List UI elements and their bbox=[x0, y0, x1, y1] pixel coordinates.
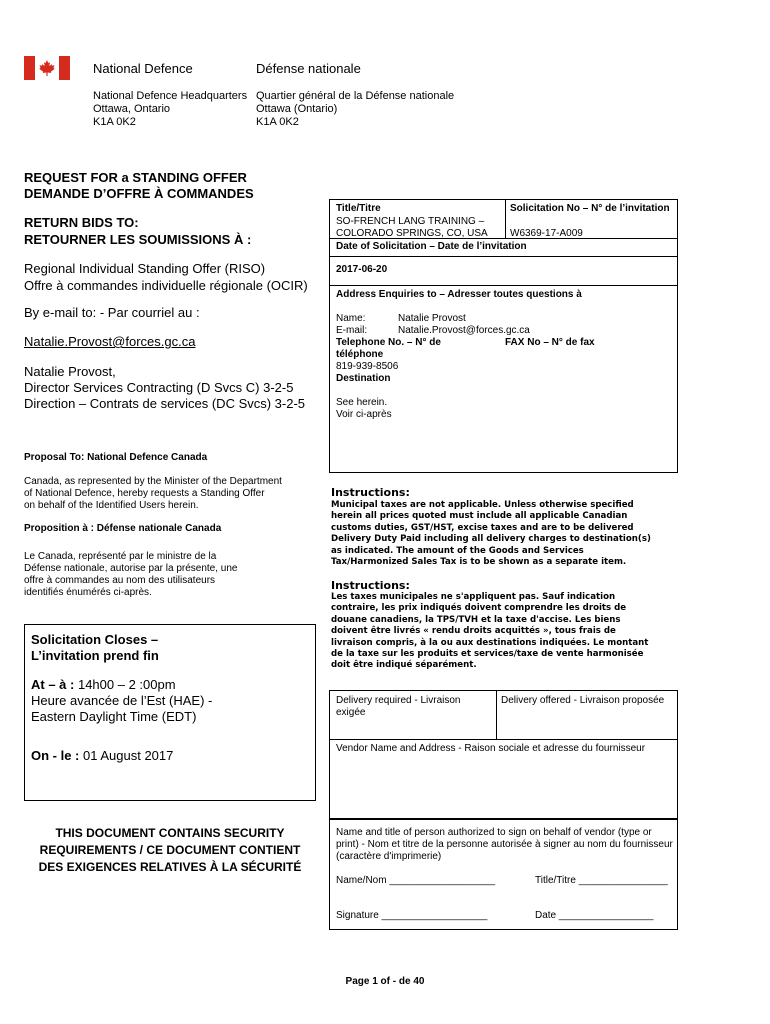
page-number: Page 1 of - de 40 bbox=[345, 976, 425, 987]
instruction-line: de la taxe sur les produits et services/taxe de vente harmonisée bbox=[331, 649, 644, 660]
telephone-label bbox=[336, 337, 441, 361]
telephone-value: 819-939-8506 bbox=[336, 361, 399, 372]
closes-heading-en: Solicitation Closes – bbox=[31, 632, 159, 647]
director-fr: Direction – Contrats de services (DC Svcs) 3-2-5 bbox=[24, 396, 306, 411]
divider bbox=[329, 739, 678, 740]
instruction-line: Municipal taxes are not applicable. Unless otherwise specified bbox=[331, 500, 634, 510]
signature-field[interactable]: Signature ___________________ bbox=[336, 910, 488, 921]
dept-name-fr: Défense nationale bbox=[256, 61, 361, 76]
proposal-line: Le Canada, représenté par le ministre de la bbox=[24, 551, 217, 562]
destination-label: Destination bbox=[336, 373, 391, 384]
return-bids-heading bbox=[24, 214, 251, 248]
proposal-heading-fr: Proposition à : Défense nationale Canada bbox=[24, 523, 222, 534]
date-value: 2017-06-20 bbox=[336, 264, 388, 275]
on-value: 01 August 2017 bbox=[83, 748, 174, 763]
signing-label bbox=[336, 827, 673, 863]
delivery-required-field[interactable] bbox=[336, 695, 461, 719]
instruction-line: as indicated. The amount of the Goods and Services bbox=[331, 545, 584, 556]
riso-fr: Offre à commandes individuelle régionale (OCIR) bbox=[24, 278, 308, 293]
address-line: National Defence Headquarters bbox=[93, 90, 248, 102]
solicitation-no-label: Solicitation No – N° de l’invitation bbox=[510, 203, 670, 214]
instructions-heading-en: Instructions: bbox=[331, 486, 410, 499]
instructions-heading-fr: Instructions: bbox=[331, 579, 410, 592]
title-label: Title/Titre bbox=[336, 203, 381, 214]
instruction-line: Tax/Harmonized Sales Tax is to be shown as a separate item. bbox=[331, 557, 627, 568]
title-field[interactable]: Title/Titre ________________ bbox=[535, 875, 668, 886]
title-value-line: SO-FRENCH LANG TRAINING – bbox=[336, 216, 485, 227]
proposal-text-fr bbox=[24, 551, 237, 599]
divider bbox=[329, 285, 678, 286]
at-value: 14h00 – 2 :00pm bbox=[77, 677, 176, 692]
delivery-required-line: exigée bbox=[336, 707, 366, 718]
on-label: On - le : bbox=[31, 748, 83, 763]
proposal-line: Défense nationale, autorise par la présente, une bbox=[24, 563, 238, 574]
destination-line: See herein. bbox=[336, 397, 388, 408]
security-line: REQUIREMENTS / CE DOCUMENT CONTIENT bbox=[39, 843, 301, 857]
security-line: THIS DOCUMENT CONTAINS SECURITY bbox=[55, 826, 285, 840]
request-title-en: REQUEST FOR a STANDING OFFER bbox=[24, 170, 247, 185]
contact-email-label: E-mail: bbox=[336, 325, 368, 336]
at-label: At – à : bbox=[31, 677, 78, 692]
maple-leaf-icon bbox=[38, 59, 56, 77]
signing-label-line: Name and title of person authorized to sign on behalf of vendor (type or bbox=[336, 827, 652, 838]
contact-email-value[interactable]: Natalie.Provost@forces.gc.ca bbox=[398, 325, 530, 336]
title-value-line: COLORADO SPRINGS, CO, USA bbox=[336, 228, 488, 239]
proposal-heading-en: Proposal To: National Defence Canada bbox=[24, 452, 208, 463]
date-field[interactable]: Date _________________ bbox=[535, 910, 654, 921]
instructions-text-en bbox=[331, 500, 651, 568]
proposal-text-en bbox=[24, 476, 282, 512]
dept-name-en: National Defence bbox=[93, 61, 193, 76]
address-line: Ottawa (Ontario) bbox=[256, 103, 338, 115]
address-line: Ottawa, Ontario bbox=[93, 103, 171, 115]
instruction-line: livraison compris, à la ou aux destinations indiquées. Le montant bbox=[331, 637, 649, 648]
security-notice bbox=[24, 825, 316, 876]
instruction-line: contraire, les prix indiqués doivent comprendre les droits de bbox=[331, 603, 627, 614]
address-line: Quartier général de la Défense nationale bbox=[256, 90, 455, 102]
vendor-address-field[interactable]: Vendor Name and Address - Raison sociale et adresse du fournisseur bbox=[336, 743, 646, 754]
canada-flag-icon bbox=[24, 56, 70, 80]
security-line: DES EXIGENCES RELATIVES À LA SÉCURITÉ bbox=[38, 860, 302, 874]
return-bids-en: RETURN BIDS TO: bbox=[24, 215, 139, 230]
timezone-fr: Heure avancée de l’Est (HAE) - bbox=[31, 693, 213, 708]
contact-name: Natalie Provost, bbox=[24, 364, 116, 379]
address-en bbox=[93, 90, 247, 129]
divider bbox=[505, 199, 506, 238]
date-label: Date of Solicitation – Date de l’invitation bbox=[336, 241, 527, 252]
director-en: Director Services Contracting (D Svcs C) 3-2-5 bbox=[24, 380, 294, 395]
address-line: K1A 0K2 bbox=[256, 116, 299, 128]
destination-value bbox=[336, 397, 392, 421]
address-fr bbox=[256, 90, 454, 129]
instruction-line: douane canadiens, la TPS/TVH et la taxe d'accise. Les biens bbox=[331, 614, 621, 625]
request-title bbox=[24, 170, 254, 202]
fax-label: FAX No – N° de fax bbox=[505, 337, 595, 348]
solicitation-no-value: W6369-17-A009 bbox=[510, 228, 583, 239]
proposal-line: on behalf of the Identified Users herein. bbox=[24, 500, 199, 511]
instruction-line: customs duties, GST/HST, excise taxes and are to be delivered bbox=[331, 522, 634, 533]
address-line: K1A 0K2 bbox=[93, 116, 136, 128]
contact-block bbox=[24, 364, 305, 412]
telephone-label-line: Telephone No. – N° de bbox=[336, 337, 441, 348]
proposal-line: of National Defence, hereby requests a Standing Offer bbox=[24, 488, 265, 499]
instruction-line: Les taxes municipales ne s'appliquent pas. Sauf indication bbox=[331, 592, 616, 602]
closes-heading-fr: L’invitation prend fin bbox=[31, 648, 159, 663]
proposal-line: identifiés énumérés ci-après. bbox=[24, 587, 152, 598]
return-email-link[interactable]: Natalie.Provost@forces.gc.ca bbox=[24, 334, 196, 349]
timezone-en: Eastern Daylight Time (EDT) bbox=[31, 709, 197, 724]
return-bids-fr: RETOURNER LES SOUMISSIONS À : bbox=[24, 232, 252, 247]
closes-heading bbox=[31, 632, 159, 664]
request-title-fr: DEMANDE D’OFFRE À COMMANDES bbox=[24, 186, 254, 201]
destination-line: Voir ci-après bbox=[336, 409, 392, 420]
proposal-line: Canada, as represented by the Minister of the Department bbox=[24, 476, 282, 487]
proposal-line: offre à commandes au nom des utilisateurs bbox=[24, 575, 216, 586]
riso bbox=[24, 260, 308, 294]
instruction-line: doivent être livrés « rendu droits acquittés », tous frais de bbox=[331, 626, 616, 637]
signing-label-line: print) - Nom et titre de la personne autorisée à signer au nom du fournisseur bbox=[336, 839, 673, 850]
closes-date bbox=[31, 748, 173, 763]
contact-name-label: Name: bbox=[336, 313, 366, 324]
divider bbox=[496, 690, 497, 739]
name-field[interactable]: Name/Nom ___________________ bbox=[336, 875, 496, 886]
signing-label-line: (caractère d'imprimerie) bbox=[336, 851, 442, 862]
address-enquiries-label: Address Enquiries to – Adresser toutes questions à bbox=[336, 289, 582, 300]
solicitation-closes-box bbox=[24, 624, 316, 801]
delivery-required-line: Delivery required - Livraison bbox=[336, 695, 461, 706]
email-label: By e-mail to: - Par courriel au : bbox=[24, 305, 200, 320]
riso-en: Regional Individual Standing Offer (RISO) bbox=[24, 261, 266, 276]
delivery-offered-field[interactable]: Delivery offered - Livraison proposée bbox=[501, 695, 665, 706]
divider bbox=[329, 256, 678, 257]
instructions-text-fr bbox=[331, 592, 648, 672]
instruction-line: herein all prices quoted must include all applicable Canadian bbox=[331, 511, 628, 522]
telephone-label-line: téléphone bbox=[336, 349, 384, 360]
closes-time bbox=[31, 677, 212, 725]
title-value bbox=[336, 216, 488, 240]
contact-name-value: Natalie Provost bbox=[398, 313, 466, 324]
instruction-line: Delivery Duty Paid including all delivery charges to destination(s) bbox=[331, 534, 651, 545]
instruction-line: doit être indiqué séparément. bbox=[331, 660, 477, 671]
